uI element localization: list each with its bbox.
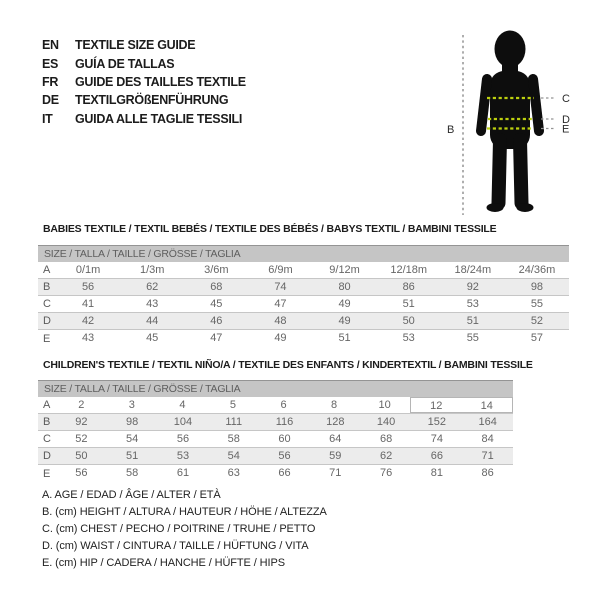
language-row (42, 54, 246, 72)
table-cell: 50 (402, 315, 415, 327)
row-label: B (43, 281, 51, 293)
table-cell: 12/18m (390, 264, 428, 276)
table-row (38, 431, 513, 448)
language-code: IT (42, 111, 53, 126)
children-size-table (38, 380, 513, 482)
legend-line: E. (cm) HIP / CADERA / HANCHE / HÜFTE / HIPS (42, 556, 285, 569)
table-cell: 8 (331, 399, 338, 411)
table-cell: 46 (210, 315, 223, 327)
row-label: E (43, 332, 51, 345)
table-row (38, 414, 513, 431)
table-cell: 62 (146, 281, 159, 293)
table-cell: 4 (179, 399, 186, 411)
table-cell: 47 (210, 332, 223, 344)
height-label: B (447, 124, 455, 136)
table-cell: 44 (146, 315, 159, 327)
table-cell: 53 (466, 298, 479, 310)
legend-line: C. (cm) CHEST / PECHO / POITRINE / TRUHE / PETTO (42, 522, 316, 535)
table-cell: 74 (430, 433, 443, 445)
table-row (38, 448, 513, 465)
table-cell: 24/36m (518, 264, 556, 276)
row-label: D (43, 315, 51, 327)
babies-table-body (38, 262, 569, 347)
table-cell: 92 (466, 281, 479, 293)
table-cell: 9/12m (329, 264, 360, 276)
language-code: EN (42, 38, 59, 53)
language-code: FR (42, 74, 59, 89)
table-cell: 10 (378, 399, 391, 411)
table-cell: 98 (530, 281, 544, 293)
table-cell: 152 (427, 416, 447, 428)
silhouette-shape (481, 31, 539, 213)
table-cell: 55 (530, 298, 544, 310)
language-text: TEXTILE SIZE GUIDE (75, 38, 196, 53)
table-cell: 98 (126, 416, 139, 428)
table-cell: 41 (81, 298, 95, 310)
legend-line: A. AGE / EDAD / ÂGE / ALTER / ETÀ (42, 488, 221, 501)
language-text: TEXTILGRÖßENFÜHRUNG (75, 93, 229, 108)
table-row (38, 296, 569, 313)
table-row (38, 313, 569, 330)
children-table-header: SIZE / TALLA / TAILLE / GRÖSSE / TAGLIA (38, 380, 513, 397)
table-cell: 68 (210, 281, 223, 293)
table-cell: 3/6m (204, 264, 229, 276)
row-label: D (43, 450, 51, 462)
row-label: C (43, 298, 51, 310)
table-cell: 68 (379, 433, 393, 445)
table-cell: 45 (146, 332, 159, 344)
table-cell: 52 (75, 433, 88, 445)
measurement-legend (42, 486, 327, 571)
row-label: B (43, 416, 51, 428)
table-cell: 49 (274, 332, 287, 344)
table-cell: 56 (278, 450, 291, 462)
table-cell: 42 (81, 315, 95, 327)
table-cell: 18/24m (454, 264, 492, 276)
table-cell: 43 (81, 332, 95, 344)
table-cell: 76 (379, 467, 393, 479)
table-cell: 52 (530, 315, 544, 327)
size-figure (440, 15, 595, 227)
table-cell: 86 (481, 467, 494, 479)
babies-table-header: SIZE / TALLA / TAILLE / GRÖSSE / TAGLIA (38, 245, 569, 262)
table-row (38, 465, 513, 482)
table-cell: 64 (329, 433, 342, 445)
table-cell: 164 (478, 416, 497, 428)
table-cell: 58 (126, 467, 139, 479)
table-cell: 1/3m (139, 264, 165, 276)
table-cell: 56 (81, 281, 95, 293)
table-cell: 116 (275, 416, 294, 428)
language-row (42, 73, 246, 91)
table-cell: 45 (210, 298, 223, 310)
chest-label: C (562, 93, 570, 105)
table-cell: 84 (481, 433, 494, 445)
babies-size-table (38, 245, 569, 347)
language-code: ES (42, 56, 59, 71)
table-cell: 0/1m (75, 264, 101, 276)
table-cell: 49 (338, 315, 351, 327)
table-cell: 54 (126, 433, 139, 445)
table-cell: 56 (176, 433, 190, 445)
table-cell: 14 (462, 397, 514, 413)
table-cell: 92 (75, 416, 88, 428)
table-cell: 53 (176, 450, 190, 462)
table-cell: 71 (481, 450, 494, 462)
table-cell: 48 (274, 315, 287, 327)
legend-line: B. (cm) HEIGHT / ALTURA / HAUTEUR / HÖHE / ALTEZZA (42, 505, 327, 518)
table-cell: 80 (338, 281, 351, 293)
children-table-title: CHILDREN'S TEXTILE / TEXTIL NIÑO/A / TEXTILE DES ENFANTS / KINDERTEXTIL / BAMBINI TESSILE (43, 359, 533, 371)
table-cell: 57 (530, 332, 544, 344)
babies-table-title: BABIES TEXTILE / TEXTIL BEBÉS / TEXTILE DES BÉBÉS / BABYS TEXTIL / BAMBINI TESSILE (43, 223, 497, 235)
table-cell: 86 (402, 281, 415, 293)
table-cell: 53 (402, 332, 415, 344)
table-cell: 58 (227, 433, 240, 445)
table-cell: 61 (176, 467, 190, 479)
table-row (38, 279, 569, 296)
table-cell: 6/9m (268, 264, 293, 276)
table-cell: 3 (128, 399, 135, 411)
table-cell: 43 (146, 298, 159, 310)
waist-label: D (562, 114, 570, 126)
legend-line: D. (cm) WAIST / CINTURA / TAILLE / HÜFTUNG / VITA (42, 539, 309, 552)
row-label: A (43, 399, 51, 411)
children-table-body (38, 397, 513, 482)
table-cell: 2 (78, 399, 85, 411)
table-cell: 56 (75, 467, 88, 479)
language-text: GUIDA ALLE TAGLIE TESSILI (75, 111, 243, 126)
table-cell: 47 (274, 298, 287, 310)
table-cell: 55 (466, 332, 479, 344)
row-label: A (43, 264, 51, 276)
table-cell: 63 (227, 467, 240, 479)
table-cell: 104 (173, 416, 193, 428)
language-code: DE (42, 93, 59, 108)
table-cell: 54 (227, 450, 240, 462)
language-row (42, 110, 246, 128)
table-cell: 51 (402, 298, 415, 310)
language-text: GUIDE DES TAILLES TEXTILE (75, 74, 246, 89)
table-cell: 71 (329, 467, 342, 479)
row-label: E (43, 467, 51, 480)
hip-label: E (562, 123, 570, 136)
table-cell: 50 (75, 450, 88, 462)
table-cell: 111 (225, 416, 243, 428)
table-cell: 140 (376, 416, 396, 428)
table-cell: 51 (126, 450, 139, 462)
table-cell: 6 (280, 399, 287, 411)
table-cell: 128 (326, 416, 345, 428)
language-list (42, 36, 246, 128)
row-label: C (43, 433, 51, 445)
table-cell: 66 (278, 467, 291, 479)
table-row (38, 397, 513, 414)
table-cell: 51 (466, 315, 479, 327)
table-row (38, 262, 569, 279)
language-row (42, 91, 246, 109)
table-cell: 51 (338, 332, 351, 344)
table-cell: 66 (430, 450, 443, 462)
table-cell: 74 (274, 281, 287, 293)
table-cell: 62 (379, 450, 393, 462)
table-cell: 81 (430, 467, 443, 479)
language-row (42, 36, 246, 54)
table-cell: 59 (329, 450, 342, 462)
language-text: GUÍA DE TALLAS (75, 56, 175, 71)
table-row (38, 330, 569, 347)
table-cell: 5 (229, 399, 237, 411)
table-cell: 12 (410, 397, 462, 413)
child-silhouette-icon (440, 15, 595, 227)
table-cell: 60 (278, 433, 291, 445)
table-cell: 49 (338, 298, 351, 310)
